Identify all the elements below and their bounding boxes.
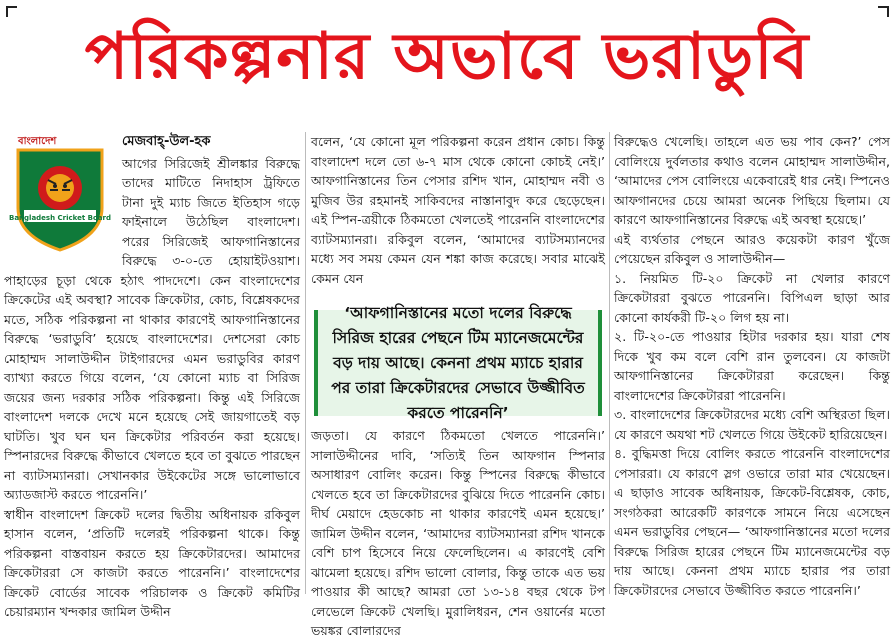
article-column-2-bottom — [311, 426, 605, 638]
paragraph: এই ব্যর্থতার পেছনে আরও কয়েকটা কারণ খুঁজে পেয়েছেন রকিবুল ও সালাউদ্দীন— — [614, 231, 890, 266]
column-divider — [305, 132, 306, 594]
logo-brand-text: Bangladesh Cricket Board — [9, 214, 111, 222]
list-item: ১. নিয়মিত টি-২০ ক্রিকেট না খেলার কারণে ক্রিকেটাররা বুঝতে পারেননি। বিপিএল ছাড়া আর কোনো কার্যকরী টি-২০ লিগ হয় না। — [614, 270, 890, 325]
paragraph: স্বাধীন বাংলাদেশ ক্রিকেট দলের দ্বিতীয় অধিনায়ক রকিবুল হাসান বলেন, ‘প্রতিটি দলেরই পরিকল্পনা থাকে। কিন্তু পরিকল্পনা বাস্তবায়ন করতে হয় ক্রিকেটারদের। আমাদের ক্রিকেটাররা সে কাজটা করতে পারেননি।’ বাংলাদেশের ক্রিকেট বোর্ডের সাবেক পরিচালক ও ক্রিকেট কমিটির চেয়ারম্যান খন্দকার জামিল উদ্দীন — [4, 506, 300, 619]
paragraph: বিরুদ্ধেও খেলেছি। তাহলে এত ভয় পাব কেন?’ পেস বোলিংয়ে দুর্বলতার কথাও বলেন মোহাম্মদ সালাউদ্দীন, ‘আমাদের পেস বোলিংয়ে একেবারেই ধার নেই। স্পিনেও আফগানদের চেয়ে আমরা অনেক পিছিয়ে ছিলাম। যে কারণে আফগানিস্তানের বিরুদ্ধে এই অবস্থা হয়েছে।’ — [614, 134, 890, 227]
article-column-3 — [614, 132, 890, 597]
headline: পরিকল্পনার অভাবে ভরাডুবি — [84, 19, 810, 94]
paragraph: আগের সিরিজেই শ্রীলঙ্কার বিরুদ্ধে তাদের মাটিতে নিদাহাস ট্রফিতে টানা দুই ম্যাচ জিতে ইতিহাস গড়ে ফাইনালে উঠেছিল বাংলাদেশ। পরের সিরিজেই আফগানিস্তানের বিরুদ্ধে ৩-০-তে হোয়াইটওয়াশ। পাহাড়ের চূড়া থেকে হঠাৎ পাদদেশে। কেন বাংলাদেশের ক্রিকেটের এই অবস্থা? সাবেক ক্রিকেটার, কোচ, বিশ্লেষকদের মতে, সঠিক পরিকল্পনা না থাকার কারণেই আফগানিস্তানের বিরুদ্ধে ‘ভরাডুবি’ হয়েছে বাংলাদেশের। দেশসেরা কোচ মোহাম্মদ সালাউদ্দীন টাইগারদের এমন ভরাডুবির কারণ ব্যাখ্যা করতে গিয়ে বলেন, ‘যে কোনো ম্যাচ বা সিরিজ জয়ের জন্য দরকার সঠিক পরিকল্পনা। কিন্তু এই সিরিজে বাংলাদেশ দলকে দেখে মনে হয়েছে সেই জায়গাতেই বড় ঘাটতি। খুব ঘন ঘন ক্রিকেটার পরিবর্তন করা হয়েছে। স্পিনারদের বিরুদ্ধে কীভাবে খেলতে হবে তা বুঝতে পারছেন না ব্যাটসম্যানরা। সেখানকার উইকেটের সঙ্গে ভালোভাবে অ্যাডজাস্ট করতে পারেননি।’ — [4, 155, 300, 502]
bcb-logo — [4, 132, 116, 258]
paragraph: বলেন, ‘যে কোনো মূল পরিকল্পনা করেন প্রধান কোচ। কিন্তু বাংলাদেশ দলে তো ৬-৭ মাস থেকে কোনো কোচই নেই।’ আফগানিস্তানের তিন পেসার রশিদ খান, মোহাম্মদ নবী ও মুজিব উর রহমানই সাকিবদের নাস্তানাবুদ করে ছেড়েছেন। এই স্পিন-ত্রয়ীকে ঠিকমতো খেলতেই পারেননি বাংলাদেশের ব্যাটসম্যানরা। রকিবুল বলেন, ‘আমাদের ব্যাটসম্যানদের মধ্যে সব সময় কেমন যেন শঙ্কা কাজ করেছে। সবার মাঝেই কেমন যেন — [311, 134, 605, 286]
pull-quote: ‘আফগানিস্তানের মতো দলের বিরুদ্ধে সিরিজ হারের পেছনে টিম ম্যানেজমেন্টের বড় দায় আছে। কেননা প্রথম ম্যাচে হারার পর তারা ক্রিকেটারদের সেভাবে উজ্জীবিত করতে পারেননি’ — [314, 310, 602, 416]
list-item: ৩. বাংলাদেশের ক্রিকেটারদের মধ্যে বেশি অস্থিরতা ছিল। যে কারণে অযথা শট খেলতে গিয়ে উইকেট হারিয়েছেন। — [614, 407, 890, 442]
article-column-2-top — [311, 132, 605, 302]
article-column-1 — [4, 132, 300, 619]
tiger-shield-icon — [10, 144, 110, 254]
list-item: ২. টি-২০-তে পাওয়ার হিটার দরকার হয়। যারা শেষ দিকে খুব কম বলে বেশি রান তুলবেন। যে কাজটা আফগানিস্তানের ক্রিকেটাররা করেছেন। কিন্তু বাংলাদেশের ক্রিকেটাররা পারেননি। — [614, 329, 890, 403]
logo-name: বাংলাদেশ — [18, 136, 57, 147]
paragraph: জড়তা। যে কারণে ঠিকমতো খেলতে পারেননি।’ সালাউদ্দীনের দাবি, ‘সত্যিই তিন আফগান স্পিনার অসাধারণ বোলিং করেন। কিন্তু স্পিনের বিরুদ্ধে কীভাবে খেলতে হবে তা ক্রিকেটারদের বুঝিয়ে দিতে পারেননি কোচ। দীর্ঘ মেয়াদে হেডকোচ না থাকার কারণেই এমন হয়েছে।’ জামিল উদ্দীন বলেন, ‘আমাদের ব্যাটসম্যানরা রশিদ খানকে বেশি চাপ হিসেবে নিয়ে ফেলেছিলেন। এ কারণেই বেশি ঝামেলা হয়েছে। রশিদ ভালো বোলার, কিন্তু তাকে এত ভয় পাওয়ার কী আছে? আমরা তো ১৩-১৪ বছর থেকে টপ লেভেলে ক্রিকেট খেলছি। মুরালিধরন, শেন ওয়ার্নের মতো ভয়ঙ্কর বোলারদের — [311, 428, 605, 638]
column-divider — [609, 132, 610, 594]
byline: মেজবাহ্-উল-হক — [122, 134, 211, 149]
list-item: ৪. বুদ্ধিমত্তা দিয়ে বোলিং করতে পারেননি বাংলাদেশের পেসাররা। যে কারণে স্লগ ওভারে তারা মার খেয়েছেন। এ ছাড়াও সাবেক অধিনায়ক, ক্রিকেট-বিশ্লেষক, কোচ, সংগঠকরা আরেকটি কারণকে সামনে নিয়ে এসেছেন এমন ভরাডুবির পেছনে— ‘আফগানিস্তানের মতো দলের বিরুদ্ধে সিরিজ হারের পেছনে টিম ম্যানেজমেন্টের বড় দায় আছে। কেননা প্রথম ম্যাচে হারার পর তারা ক্রিকেটারদের সেভাবে উজ্জীবিত করতে পারেননি।’ — [614, 446, 890, 598]
